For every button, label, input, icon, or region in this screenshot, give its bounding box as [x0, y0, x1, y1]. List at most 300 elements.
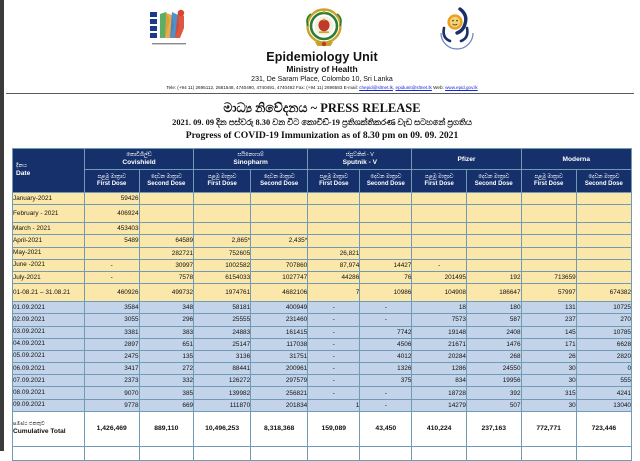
blank-cell — [308, 446, 360, 460]
data-cell — [576, 223, 631, 235]
data-cell — [194, 223, 251, 235]
data-cell: 88441 — [194, 363, 251, 375]
row-date-cell: February - 2021 — [13, 205, 85, 223]
data-cell: 1027747 — [251, 271, 308, 283]
data-cell — [360, 235, 412, 247]
cumulative-total-cell: 410,224 — [412, 411, 467, 446]
header-sinopharm-first-dose — [194, 170, 251, 193]
header-moderna-first-dose — [521, 170, 576, 193]
data-cell: 24550 — [466, 363, 521, 375]
table-row — [13, 193, 632, 205]
table-row — [13, 350, 632, 362]
data-cell: 5489 — [84, 235, 139, 247]
date-header-english: Date — [16, 169, 31, 177]
data-cell — [412, 247, 467, 259]
header-moderna-second-dose — [576, 170, 631, 193]
data-cell: - — [360, 387, 412, 399]
row-date-cell: 03.09.2021 — [13, 326, 85, 338]
sinopharm-sinhala: සයිනොෆාම් — [237, 152, 264, 158]
column-group-sputnik — [308, 149, 412, 170]
data-cell — [251, 223, 308, 235]
data-cell: - — [308, 326, 360, 338]
sinopharm-label: Sinopharm — [233, 159, 268, 166]
cumulative-total-cell: 10,496,253 — [194, 411, 251, 446]
data-cell: - — [308, 387, 360, 399]
data-cell: 10785 — [576, 326, 631, 338]
organization-name: Epidemiology Unit — [266, 50, 378, 64]
table-header-group-row — [13, 149, 632, 170]
cumulative-total-cell: 237,163 — [466, 411, 521, 446]
cumulative-total-cell: 889,110 — [139, 411, 194, 446]
title-block — [4, 100, 640, 142]
data-cell: 7573 — [412, 314, 467, 326]
row-date-cell: July-2021 — [13, 271, 85, 283]
data-cell: 2,865* — [194, 235, 251, 247]
table-row — [13, 235, 632, 247]
cumulative-total-label: සමස්ථ එකතුව Cumulative Total — [13, 411, 85, 446]
data-cell: 1286 — [412, 363, 467, 375]
dose2-label: Second Dose — [474, 180, 513, 187]
data-cell: - — [308, 314, 360, 326]
data-cell — [360, 247, 412, 259]
data-cell: 669 — [139, 399, 194, 411]
row-date-cell: 08.09.2021 — [13, 387, 85, 399]
data-cell: 587 — [466, 314, 521, 326]
header-sputnik-second-dose — [360, 170, 412, 193]
header-pfizer-second-dose — [466, 170, 521, 193]
data-cell: - — [308, 302, 360, 314]
data-cell: 752605 — [194, 247, 251, 259]
data-cell: 14279 — [412, 399, 467, 411]
blank-cell — [84, 446, 139, 460]
table-row — [13, 399, 632, 411]
data-cell: 392 — [466, 387, 521, 399]
data-cell: 315 — [521, 387, 576, 399]
data-cell: - — [84, 259, 139, 271]
table-row — [13, 259, 632, 271]
data-cell: 126272 — [194, 375, 251, 387]
table-row — [13, 363, 632, 375]
table-row — [13, 284, 632, 302]
data-cell — [466, 193, 521, 205]
data-cell: 10986 — [360, 284, 412, 302]
data-cell: 2,435* — [251, 235, 308, 247]
data-cell: 460926 — [84, 284, 139, 302]
data-cell — [521, 193, 576, 205]
data-cell: 834 — [412, 375, 467, 387]
header-divider — [6, 93, 634, 94]
row-date-cell: 05.09.2021 — [13, 350, 85, 362]
data-cell: - — [360, 302, 412, 314]
data-cell — [576, 247, 631, 259]
header-sinopharm-second-dose — [251, 170, 308, 193]
data-cell: 2475 — [84, 350, 139, 362]
data-cell: - — [412, 259, 467, 271]
covishield-label: Covishield — [122, 159, 156, 166]
row-date-cell: 07.09.2021 — [13, 375, 85, 387]
data-cell: 76 — [360, 271, 412, 283]
sri-lanka-national-emblem — [299, 6, 349, 52]
data-cell: 237 — [521, 314, 576, 326]
table-row — [13, 314, 632, 326]
table-row — [13, 326, 632, 338]
data-cell — [466, 223, 521, 235]
data-cell: 4241 — [576, 387, 631, 399]
data-cell: 282721 — [139, 247, 194, 259]
data-cell: 111870 — [194, 399, 251, 411]
table-row — [13, 271, 632, 283]
row-date-cell: April-2021 — [13, 235, 85, 247]
immunization-table — [12, 148, 632, 461]
data-cell: - — [84, 271, 139, 283]
data-cell: 7578 — [139, 271, 194, 283]
table-row — [13, 302, 632, 314]
dose1-label: First Dose — [533, 180, 564, 187]
data-cell — [251, 205, 308, 223]
dose1-sinhala: පළමු මාත්‍රාව — [319, 173, 348, 180]
table-row — [13, 387, 632, 399]
data-cell: 19148 — [412, 326, 467, 338]
data-cell: 0 — [576, 363, 631, 375]
page-title: මාධ්‍ය නිවේදනය ~ PRESS RELEASE — [223, 101, 421, 115]
data-cell — [576, 205, 631, 223]
web-label: Web: — [433, 85, 444, 90]
data-cell: 135 — [139, 350, 194, 362]
blank-cell — [13, 446, 85, 460]
data-cell: 2408 — [466, 326, 521, 338]
row-date-cell: 06.09.2021 — [13, 363, 85, 375]
data-cell: 31751 — [251, 350, 308, 362]
header-covishield-second-dose — [139, 170, 194, 193]
data-cell: 406924 — [84, 205, 139, 223]
data-cell: 4682106 — [251, 284, 308, 302]
data-cell — [576, 259, 631, 271]
table-row — [13, 375, 632, 387]
data-cell: 18728 — [412, 387, 467, 399]
column-header-date — [13, 149, 85, 193]
header-sputnik-first-dose — [308, 170, 360, 193]
cumulative-total-sinhala: සමස්ථ එකතුව — [13, 421, 45, 428]
data-cell: 145 — [521, 326, 576, 338]
data-cell: 10725 — [576, 302, 631, 314]
data-cell: 24883 — [194, 326, 251, 338]
data-cell: 30 — [521, 363, 576, 375]
data-cell: - — [360, 399, 412, 411]
data-cell: - — [360, 314, 412, 326]
moderna-label: Moderna — [562, 155, 590, 163]
dose2-sinhala: දෙවන මාත්‍රාව — [263, 173, 295, 180]
data-cell: - — [308, 375, 360, 387]
data-cell: 30997 — [139, 259, 194, 271]
health-promotion-bureau-logo — [434, 6, 480, 50]
data-cell — [360, 223, 412, 235]
table-row — [13, 338, 632, 350]
data-cell: 104908 — [412, 284, 467, 302]
data-cell: 4012 — [360, 350, 412, 362]
cumulative-total-cell: 43,450 — [360, 411, 412, 446]
data-cell: 26,821 — [308, 247, 360, 259]
data-cell: 87,974 — [308, 259, 360, 271]
table-head — [13, 149, 632, 193]
data-cell: 25555 — [194, 314, 251, 326]
data-cell — [412, 235, 467, 247]
data-cell — [466, 235, 521, 247]
blank-cell — [139, 446, 194, 460]
data-cell — [360, 205, 412, 223]
row-date-cell: March - 2021 — [13, 223, 85, 235]
dose1-sinhala: පළමු මාත්‍රාව — [534, 173, 563, 180]
data-cell: 3136 — [194, 350, 251, 362]
data-cell: 268 — [466, 350, 521, 362]
email-link-1[interactable]: chepid@sltnet.lk — [359, 85, 393, 90]
data-cell: 348 — [139, 302, 194, 314]
data-cell: 201834 — [251, 399, 308, 411]
data-cell — [521, 235, 576, 247]
data-cell: 400949 — [251, 302, 308, 314]
table-body — [13, 193, 632, 461]
data-cell — [139, 193, 194, 205]
data-cell — [521, 223, 576, 235]
data-cell: 375 — [360, 375, 412, 387]
data-cell: 1326 — [360, 363, 412, 375]
column-group-pfizer — [412, 149, 521, 170]
blank-cell — [412, 446, 467, 460]
cumulative-total-cell: 772,771 — [521, 411, 576, 446]
data-cell: 19956 — [466, 375, 521, 387]
data-cell: 6154033 — [194, 271, 251, 283]
table-row — [13, 247, 632, 259]
data-cell: 3584 — [84, 302, 139, 314]
data-cell: 707860 — [251, 259, 308, 271]
table-footer-blank-row — [13, 446, 632, 460]
data-cell: 21671 — [412, 338, 467, 350]
pfizer-label: Pfizer — [457, 155, 476, 163]
data-cell — [521, 259, 576, 271]
dose2-sinhala: දෙවන මාත්‍රාව — [588, 173, 620, 180]
sputnik-sinhala: ස්පුට්නික් - V — [345, 152, 374, 158]
data-cell: 18 — [412, 302, 467, 314]
data-cell — [576, 235, 631, 247]
data-cell: 555 — [576, 375, 631, 387]
cumulative-total-cell: 8,318,368 — [251, 411, 308, 446]
website-link[interactable]: www.epid.gov.lk — [445, 85, 478, 90]
cumulative-total-cell: 1,426,469 — [84, 411, 139, 446]
data-cell: 26 — [521, 350, 576, 362]
postal-address: 231, De Saram Place, Colombo 10, Sri Lanka — [251, 76, 393, 83]
data-cell — [194, 205, 251, 223]
data-cell: 499732 — [139, 284, 194, 302]
data-cell: 14427 — [360, 259, 412, 271]
contact-phone-fax: Tele: (+94 11) 2695112, 2681548, 4740490, 4740491, 4740492 Fax: (+94 11) 2696583 E-mail: — [166, 85, 358, 90]
data-cell — [412, 223, 467, 235]
data-cell: 13040 — [576, 399, 631, 411]
data-cell: 117038 — [251, 338, 308, 350]
data-cell — [466, 247, 521, 259]
data-cell: 2897 — [84, 338, 139, 350]
data-cell: 3055 — [84, 314, 139, 326]
cumulative-total-cell: 159,089 — [308, 411, 360, 446]
data-cell: 6628 — [576, 338, 631, 350]
data-cell: 2820 — [576, 350, 631, 362]
letterhead — [4, 0, 640, 94]
data-cell — [466, 205, 521, 223]
data-cell: 20284 — [412, 350, 467, 362]
data-cell: 186647 — [466, 284, 521, 302]
immunization-table-container — [12, 148, 632, 461]
blank-cell — [576, 446, 631, 460]
data-cell: 270 — [576, 314, 631, 326]
data-cell: 231460 — [251, 314, 308, 326]
row-date-cell: June -2021 — [13, 259, 85, 271]
sputnik-label: Sputnik - V — [342, 159, 377, 166]
data-cell — [521, 205, 576, 223]
table-header-dose-row — [13, 170, 632, 193]
data-cell: 161415 — [251, 326, 308, 338]
data-cell: 201495 — [412, 271, 467, 283]
data-cell: 44286 — [308, 271, 360, 283]
data-cell: 296 — [139, 314, 194, 326]
data-cell — [139, 223, 194, 235]
data-cell — [308, 193, 360, 205]
subtitle-sinhala: 2021. 09. 09 දින පස්වරු 8.30 වන විට කොවිඩ්-19 ප්‍රතිශක්තිකරණ වැඩ සටහනේ ප්‍රගතිය — [172, 118, 472, 127]
data-cell: 507 — [466, 399, 521, 411]
data-cell: 64589 — [139, 235, 194, 247]
data-cell — [194, 193, 251, 205]
data-cell: 3417 — [84, 363, 139, 375]
data-cell: 7 — [308, 284, 360, 302]
data-cell — [412, 193, 467, 205]
logo-row — [4, 4, 640, 52]
data-cell: 1002582 — [194, 259, 251, 271]
data-cell — [308, 205, 360, 223]
data-cell: 171 — [521, 338, 576, 350]
epidemiology-unit-logo — [144, 6, 196, 50]
covishield-sinhala: කොවිශීල්ඩ් — [126, 152, 152, 158]
data-cell: - — [308, 338, 360, 350]
blank-cell — [466, 446, 521, 460]
data-cell — [84, 247, 139, 259]
column-group-covishield — [84, 149, 193, 170]
dose1-label: First Dose — [424, 180, 454, 187]
blank-cell — [521, 446, 576, 460]
dose1-label: First Dose — [97, 180, 127, 187]
cumulative-total-row — [13, 411, 632, 446]
data-cell: 1 — [308, 399, 360, 411]
data-cell — [139, 205, 194, 223]
dose2-label: Second Dose — [260, 180, 299, 187]
dose2-label: Second Dose — [584, 180, 623, 187]
data-cell: 57997 — [521, 284, 576, 302]
data-cell: 256821 — [251, 387, 308, 399]
dose1-sinhala: පළමු මාත්‍රාව — [425, 173, 454, 180]
data-cell — [576, 193, 631, 205]
row-date-cell: 01.09.2021 — [13, 302, 85, 314]
data-cell — [308, 223, 360, 235]
data-cell — [412, 205, 467, 223]
dose2-sinhala: දෙවන මාත්‍රාව — [150, 173, 182, 180]
data-cell — [521, 247, 576, 259]
data-cell: 131 — [521, 302, 576, 314]
data-cell: 713659 — [521, 271, 576, 283]
dose1-sinhala: පළමු මාත්‍රාව — [207, 173, 237, 180]
data-cell: 4506 — [360, 338, 412, 350]
data-cell: 453403 — [84, 223, 139, 235]
data-cell: 1476 — [466, 338, 521, 350]
dose1-label: First Dose — [319, 180, 349, 187]
column-group-sinopharm — [194, 149, 308, 170]
ministry-name: Ministry of Health — [286, 64, 358, 74]
data-cell: - — [308, 363, 360, 375]
dose2-label: Second Dose — [147, 180, 186, 187]
data-cell — [308, 235, 360, 247]
data-cell — [360, 193, 412, 205]
data-cell: 674382 — [576, 284, 631, 302]
data-cell: 385 — [139, 387, 194, 399]
data-cell: 383 — [139, 326, 194, 338]
data-cell: 139982 — [194, 387, 251, 399]
data-cell: 9778 — [84, 399, 139, 411]
header-covishield-first-dose — [84, 170, 139, 193]
header-pfizer-first-dose — [412, 170, 467, 193]
blank-cell — [360, 446, 412, 460]
row-date-cell: 01-08.21 – 31.08.21 — [13, 284, 85, 302]
data-cell: 3381 — [84, 326, 139, 338]
row-date-cell: May-2021 — [13, 247, 85, 259]
dose2-label: Second Dose — [366, 180, 405, 187]
blank-cell — [251, 446, 308, 460]
dose1-label: First Dose — [207, 180, 237, 187]
data-cell: 58181 — [194, 302, 251, 314]
row-date-cell: January-2021 — [13, 193, 85, 205]
data-cell — [466, 259, 521, 271]
data-cell — [251, 247, 308, 259]
dose1-sinhala: පළමු මාත්‍රාව — [97, 173, 126, 180]
dose2-sinhala: දෙවන මාත්‍රාව — [370, 173, 402, 180]
data-cell: 30 — [521, 399, 576, 411]
data-cell: 297579 — [251, 375, 308, 387]
email-link-2[interactable]: epidunit@sltnet.lk — [395, 85, 432, 90]
data-cell — [251, 193, 308, 205]
data-cell — [576, 271, 631, 283]
table-row — [13, 223, 632, 235]
data-cell: 651 — [139, 338, 194, 350]
column-group-moderna — [521, 149, 631, 170]
data-cell: 9070 — [84, 387, 139, 399]
data-cell: 200961 — [251, 363, 308, 375]
cumulative-total-cell: 723,446 — [576, 411, 631, 446]
subtitle-english: Progress of COVID-19 Immunization as of 8.30 pm on 09. 09. 2021 — [185, 130, 459, 141]
date-header-sinhala: දිනය — [16, 162, 28, 169]
data-cell: 272 — [139, 363, 194, 375]
table-row — [13, 205, 632, 223]
data-cell: 192 — [466, 271, 521, 283]
row-date-cell: 04.09.2021 — [13, 338, 85, 350]
data-cell: - — [308, 350, 360, 362]
row-date-cell: 02.09.2021 — [13, 314, 85, 326]
data-cell: 30 — [521, 375, 576, 387]
data-cell: 1974761 — [194, 284, 251, 302]
row-date-cell: 09.09.2021 — [13, 399, 85, 411]
data-cell: 59426 — [84, 193, 139, 205]
blank-cell — [194, 446, 251, 460]
contact-line: Tele: (+94 11) 2695112, 2681548, 4740490, 4740491, 4740492 Fax: (+94 11) 2696583 E-mail: chepid@sltnet.lk, epidunit@sltnet.lk Web: www.epid.gov.lk — [166, 85, 478, 90]
data-cell: 25147 — [194, 338, 251, 350]
data-cell: 2373 — [84, 375, 139, 387]
data-cell: 332 — [139, 375, 194, 387]
data-cell: 180 — [466, 302, 521, 314]
data-cell: 7742 — [360, 326, 412, 338]
dose2-sinhala: දෙවන මාත්‍රාව — [478, 173, 510, 180]
